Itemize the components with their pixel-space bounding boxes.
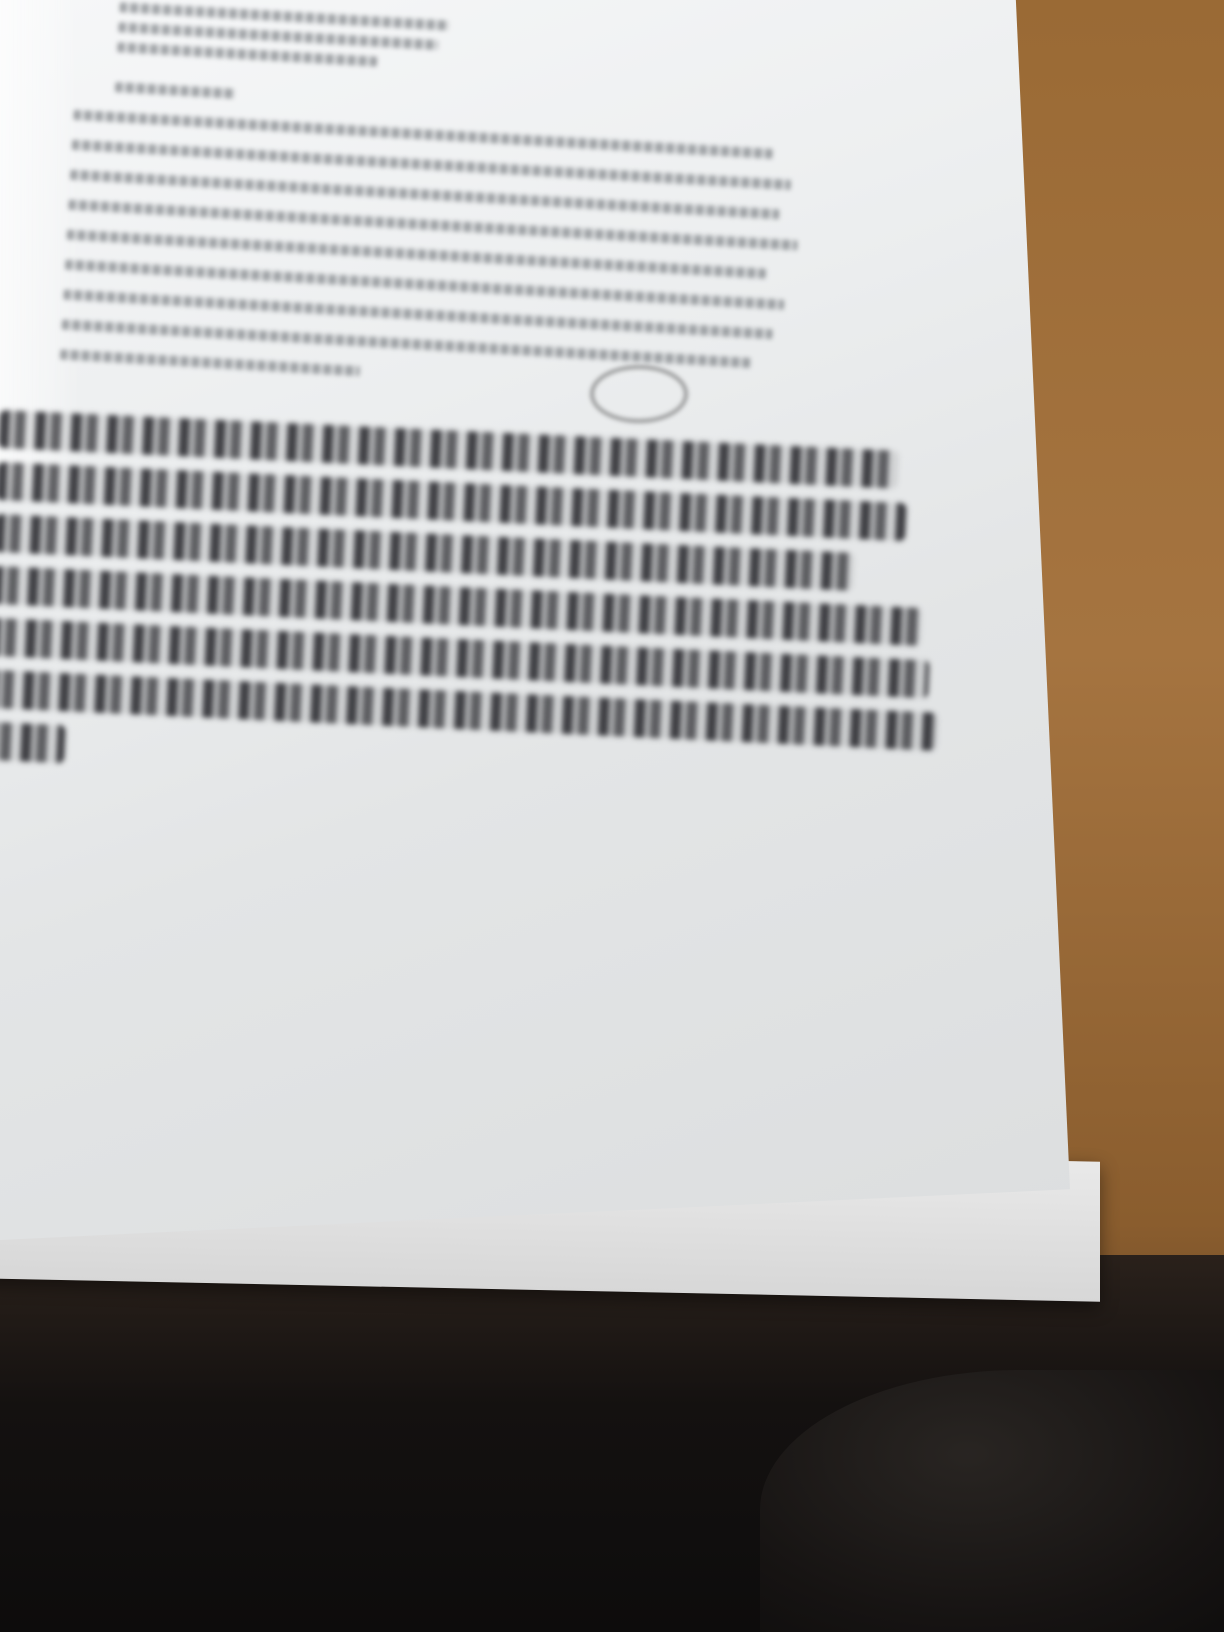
handwritten-line — [0, 722, 66, 764]
typed-line — [117, 42, 377, 66]
circled-annotation — [590, 365, 688, 423]
typed-line — [60, 349, 360, 376]
typed-line — [115, 82, 235, 99]
